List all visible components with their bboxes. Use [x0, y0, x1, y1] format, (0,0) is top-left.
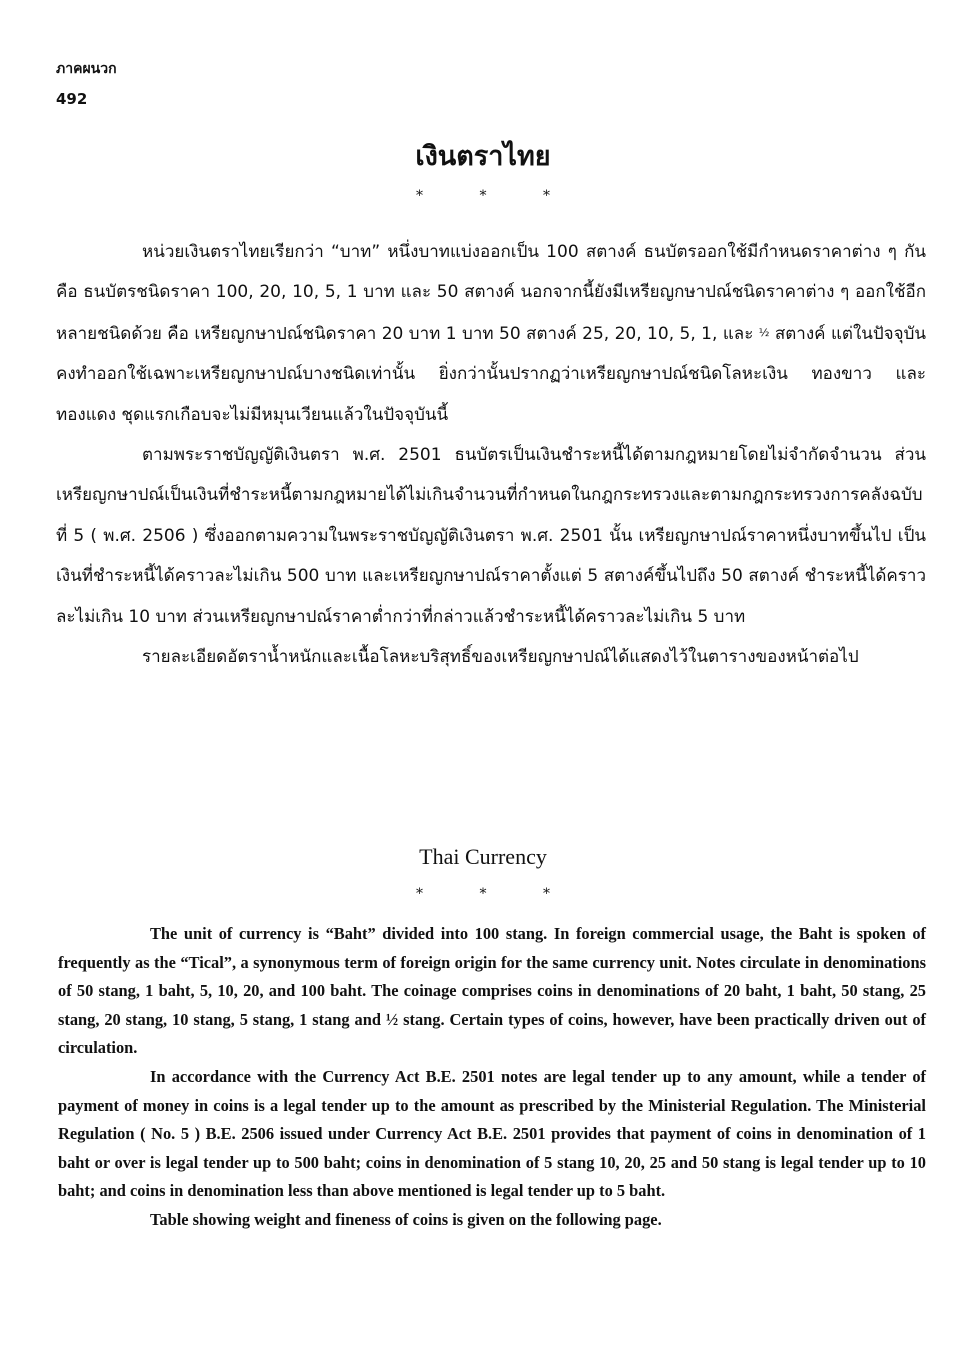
english-paragraph-1: [58, 920, 926, 1063]
thai-paragraph-1-part-a: หน่วยเงินตราไทยเรียกว่า “บาท” หนึ่งบาทแบ่งออกเป็น 100 สตางค์ ธนบัตรออกใช้มีกำหนดราคาต่าง ๆ กัน คือ ธนบัตรชนิดราคา 100, 20, 10, 5, 1 บาท และ 50 สตางค์ นอกจากนี้ยังมีเหรียญกษาปณ์ชนิดราคาต่าง ๆ ออกใช้อีกหลายชนิดด้วย คือ เหรียญกษาปณ์ชนิดราคา 20 บาท 1 บาท 50 สตางค์ 25, 20, 10, 5, 1, และ: [56, 242, 926, 344]
english-paragraph-1-part-b: stang. Certain types of coins, however, have been practically driven out of circulation.: [58, 1009, 926, 1058]
thai-paragraph-3: รายละเอียดอัตราน้ำหนักและเนื้อโลหะบริสุทธิ์ของเหรียญกษาปณ์ได้แสดงไว้ในตารางของหน้าต่อไป: [142, 647, 859, 668]
section-label: ภาคผนวก: [56, 61, 117, 77]
thai-body: [56, 232, 926, 677]
thai-title: เงินตราไทย: [415, 141, 551, 172]
half-fraction: ½: [385, 1009, 399, 1029]
english-paragraph-1-part-a: The unit of currency is “Baht” divided into 100 stang. In foreign commercial usage, the Baht is spoken of frequently as the “Tical”, a synonymous term of foreign origin for the same currency unit. Notes circulate in denominations of 50 stang, 1 baht, 5, 10, 20, and 100 baht. The coinage comprises coins in denominations of 20 baht, 1 baht, 50 stang, 25 stang, 20 stang, 10 stang, 5 stang, 1 stang and: [58, 924, 926, 1029]
thai-paragraph-1-part-b: สตางค์ แต่ในปัจจุบันคงทำออกใช้เฉพาะเหรียญกษาปณ์บางชนิดเท่านั้น ยิ่งกว่านั้นปรากฏว่าเหรียญกษาปณ์ชนิดโลหะเงิน ทองขาว และทองแดง ชุดแรกเกือบจะไม่มีหมุนเวียนแล้วในปัจจุบันนี้: [56, 323, 926, 425]
english-section-divider: * * *: [416, 886, 576, 902]
english-title: Thai Currency: [419, 844, 547, 869]
thai-section-divider: * * *: [416, 188, 576, 204]
thai-paragraph-2: ตามพระราชบัญญัติเงินตรา พ.ศ. 2501 ธนบัตรเป็นเงินชำระหนี้ได้ตามกฎหมายโดยไม่จำกัดจำนวน ส่วนเหรียญกษาปณ์เป็นเงินที่ชำระหนี้ตามกฎหมายได้ไม่เกินจำนวนที่กำหนดในกฎกระทรวงและตามกฎกระทรวงการคลังฉบับที่ 5 ( พ.ศ. 2506 ) ซึ่งออกตามความในพระราชบัญญัติเงินตรา พ.ศ. 2501 นั้น เหรียญกษาปณ์ราคาหนึ่งบาทขึ้นไป เป็นเงินที่ชำระหนี้ได้คราวละไม่เกิน 500 บาท และเหรียญกษาปณ์ราคาตั้งแต่ 5 สตางค์ขึ้นไปถึง 50 สตางค์ ชำระหนี้ได้คราวละไม่เกิน 10 บาท ส่วนเหรียญกษาปณ์ราคาต่ำกว่าที่กล่าวแล้วชำระหนี้ได้คราวละไม่เกิน 5 บาท: [56, 445, 926, 627]
english-paragraph-3: Table showing weight and fineness of coins is given on the following page.: [150, 1209, 662, 1229]
thai-paragraph-1: [56, 232, 926, 435]
english-paragraph-2: In accordance with the Currency Act B.E. 2501 notes are legal tender up to any amount, while a tender of payment of money in coins is a legal tender up to the amount as prescribed by the Ministerial Regulation. The Ministerial Regulation ( No. 5 ) B.E. 2506 issued under Currency Act B.E. 2501 provides that payment of coins in denomination of 1 baht or over is legal tender up to 500 baht; coins in denomination of 5 stang 10, 20, 25 and 50 stang is legal tender up to 10 baht; and coins in denomination less than above mentioned is legal tender up to 5 baht.: [58, 1066, 926, 1201]
english-body: [58, 920, 926, 1235]
half-fraction: ½: [758, 325, 770, 339]
page-number: 492: [56, 90, 88, 108]
